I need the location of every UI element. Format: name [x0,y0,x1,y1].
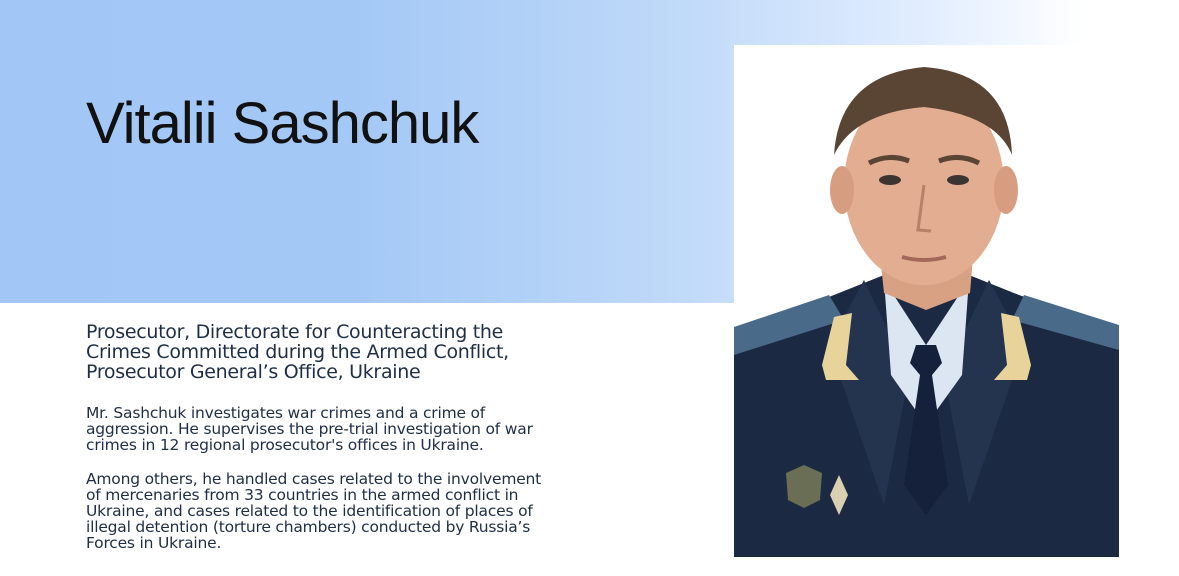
portrait-photo [734,45,1119,557]
job-title [86,322,686,382]
bio-line: Mr. Sashchuk investigates war crimes and a crime of [86,404,486,422]
bio-line: Among others, he handled cases related to the involvement [86,470,542,488]
bio-line: aggression. He supervises the pre-trial investigation of war [86,420,533,438]
slide-title: Vitalii Sashchuk [86,91,479,156]
bio-paragraph-2 [86,471,686,551]
portrait-illustration [734,45,1119,557]
bio-line: Forces in Ukraine. [86,534,222,552]
bio-line: crimes in 12 regional prosecutor's offices in Ukraine. [86,436,484,454]
bio-paragraph-1 [86,405,686,453]
bio-line: of mercenaries from 33 countries in the armed conflict in [86,486,519,504]
job-title-line: Prosecutor, Directorate for Counteracting the [86,321,504,343]
job-title-line: Prosecutor General’s Office, Ukraine [86,361,421,383]
job-title-line: Crimes Committed during the Armed Conflict, [86,341,509,363]
bio-line: Ukraine, and cases related to the identification of places of [86,502,533,520]
bio-line: illegal detention (torture chambers) conducted by Russia’s [86,518,531,536]
